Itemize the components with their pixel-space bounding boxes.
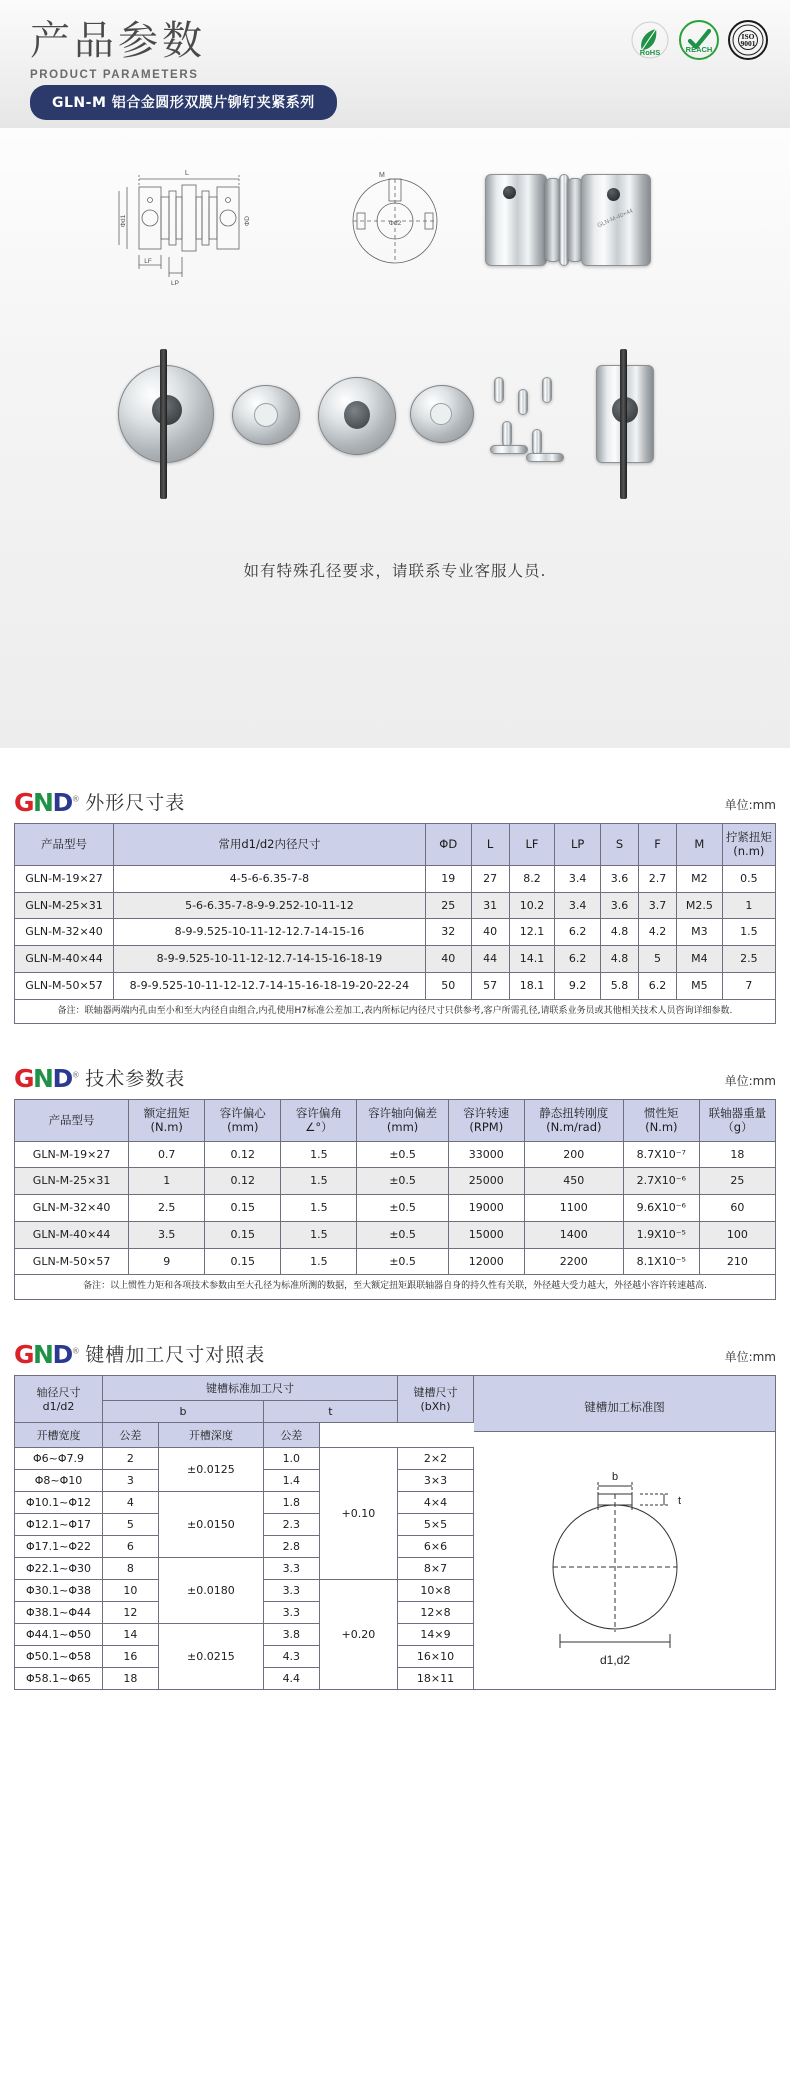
cell-value: 8.7X10⁻⁷ — [623, 1141, 699, 1168]
th-std-machining: 键槽标准加工尺寸 — [103, 1375, 398, 1400]
cell-value: 0.5 — [722, 865, 775, 892]
rohs-icon — [630, 20, 670, 60]
exploded-parts-view — [0, 303, 790, 533]
th-shaft-line2: d1/d2 — [42, 1400, 75, 1413]
cell-shaft-size: Φ8~Φ10 — [15, 1469, 103, 1491]
cell-keyway-size: 12×8 — [398, 1601, 474, 1623]
keyway-diagram-panel — [474, 1375, 776, 1690]
front-view-drawing — [335, 155, 455, 285]
cell-value: 10.2 — [509, 892, 555, 919]
th-torque-line1: 拧紧扭矩 — [725, 830, 772, 844]
keyway-table-section — [0, 1340, 790, 1690]
th-line2: (mm) — [386, 1120, 419, 1135]
cell-value: 1 — [129, 1168, 205, 1195]
keyway-diagram — [474, 1432, 775, 1672]
cell-value: 3.7 — [639, 892, 677, 919]
tech-table — [14, 1099, 776, 1300]
cell-value: 14.1 — [509, 946, 555, 973]
cell-t-depth: 1.0 — [263, 1447, 319, 1469]
cell-model: GLN-M-25×31 — [15, 1168, 129, 1195]
cell-shaft-size: Φ10.1~Φ12 — [15, 1491, 103, 1513]
reach-icon — [679, 20, 719, 60]
cell-value: 1.5 — [281, 1168, 357, 1195]
th-8 — [699, 1099, 775, 1141]
cell-value: 25 — [425, 892, 471, 919]
cell-model: GLN-M-25×31 — [15, 892, 114, 919]
dimension-table-head — [14, 788, 776, 815]
th-lf: LF — [509, 824, 555, 866]
cell-value: 25 — [699, 1168, 775, 1195]
cell-value: 2.7 — [639, 865, 677, 892]
cell-value: 200 — [524, 1141, 623, 1168]
th-phid: ΦD — [425, 824, 471, 866]
svg-text:M: M — [379, 171, 385, 179]
keyway-table-body — [15, 1447, 474, 1689]
th-torque — [722, 824, 775, 866]
cell-value: 6.2 — [639, 972, 677, 999]
cell-value: M4 — [677, 946, 723, 973]
hub-left — [112, 343, 220, 493]
cell-b-width: 18 — [103, 1667, 159, 1689]
cell-t-depth: 2.3 — [263, 1513, 319, 1535]
cell-value: 44 — [471, 946, 509, 973]
cell-value: 1.5 — [281, 1141, 357, 1168]
cell-value: M3 — [677, 919, 723, 946]
cell-value: ±0.5 — [357, 1221, 448, 1248]
cell-keyway-size: 10×8 — [398, 1579, 474, 1601]
cell-b-width: 3 — [103, 1469, 159, 1491]
cell-value: 27 — [471, 865, 509, 892]
th-6 — [524, 1099, 623, 1141]
cell-value: 1100 — [524, 1195, 623, 1222]
cell-shaft-size: Φ30.1~Φ38 — [15, 1579, 103, 1601]
cell-value: ±0.5 — [357, 1168, 448, 1195]
keyway-table-title: 键槽加工尺寸对照表 — [85, 1343, 266, 1366]
dimension-table-body — [15, 865, 776, 1023]
th-bore-sizes: 常用d1/d2内径尺寸 — [113, 824, 425, 866]
th-line2: （g） — [722, 1120, 753, 1135]
cell-shaft-size: Φ58.1~Φ65 — [15, 1667, 103, 1689]
table-row — [15, 1557, 474, 1579]
cell-value: 9.2 — [555, 972, 601, 999]
table-row — [15, 892, 776, 919]
cell-value: 100 — [699, 1221, 775, 1248]
technical-drawings-row — [0, 128, 790, 303]
th-b: b — [103, 1400, 264, 1422]
cell-value: 57 — [471, 972, 509, 999]
cell-value: 9.6X10⁻⁶ — [623, 1195, 699, 1222]
cell-t-tolerance: +0.10 — [319, 1447, 397, 1579]
cell-value: 0.7 — [129, 1141, 205, 1168]
cell-b-width: 12 — [103, 1601, 159, 1623]
svg-text:L: L — [184, 167, 190, 177]
cell-value: 8-9-9.525-10-11-12-12.7-14-15-16-18-19 — [113, 946, 425, 973]
th-l: L — [471, 824, 509, 866]
cell-shaft-size: Φ17.1~Φ22 — [15, 1535, 103, 1557]
cell-value: 2200 — [524, 1248, 623, 1275]
th-t: t — [263, 1400, 397, 1422]
cell-value: 210 — [699, 1248, 775, 1275]
cell-t-depth: 3.3 — [263, 1557, 319, 1579]
table-row — [15, 1221, 776, 1248]
cell-value: 6.2 — [555, 919, 601, 946]
cell-model: GLN-M-40×44 — [15, 1221, 129, 1248]
cell-value: 2.5 — [129, 1195, 205, 1222]
cell-value: 5.8 — [600, 972, 638, 999]
th-shaft-line1: 轴径尺寸 — [36, 1386, 81, 1399]
cell-value: ±0.5 — [357, 1248, 448, 1275]
gnd-logo: GND® — [14, 1339, 79, 1369]
th-line1: 容许轴向偏差 — [368, 1105, 438, 1120]
cell-value: 2.7X10⁻⁶ — [623, 1168, 699, 1195]
spacer-hub — [312, 343, 402, 493]
dimension-table-unit: 单位:mm — [724, 798, 776, 812]
cell-shaft-size: Φ38.1~Φ44 — [15, 1601, 103, 1623]
keyway-diagram-svg — [520, 1442, 730, 1672]
table-row — [15, 1623, 474, 1645]
table-note-row — [15, 999, 776, 1023]
cell-t-depth: 3.8 — [263, 1623, 319, 1645]
cell-value: M5 — [677, 972, 723, 999]
th-7 — [623, 1099, 699, 1141]
cell-t-depth: 1.8 — [263, 1491, 319, 1513]
cell-shaft-size: Φ22.1~Φ30 — [15, 1557, 103, 1579]
cell-value: 12.1 — [509, 919, 555, 946]
page-header — [0, 0, 790, 128]
table-row — [15, 1248, 776, 1275]
cell-model: GLN-M-50×57 — [15, 1248, 129, 1275]
cell-t-depth: 4.3 — [263, 1645, 319, 1667]
dimension-table-section — [0, 788, 790, 1024]
cell-keyway-size: 8×7 — [398, 1557, 474, 1579]
th-s: S — [600, 824, 638, 866]
th-line2: (N.m) — [645, 1120, 678, 1135]
table-row — [15, 1168, 776, 1195]
cell-shaft-size: Φ50.1~Φ58 — [15, 1645, 103, 1667]
th-keyway-size — [398, 1375, 474, 1422]
cell-model: GLN-M-19×27 — [15, 1141, 129, 1168]
cell-b-tolerance: ±0.0125 — [158, 1447, 263, 1491]
dimension-table-title: 外形尺寸表 — [85, 792, 186, 814]
th-torque-line2: (n.m) — [733, 844, 765, 859]
series-banner-wrap — [30, 85, 337, 120]
tech-table-head — [14, 1064, 776, 1091]
cell-model: GLN-M-19×27 — [15, 865, 114, 892]
th-line1: 容许偏心 — [219, 1105, 266, 1120]
th-model: 产品型号 — [15, 824, 114, 866]
cell-value: 0.15 — [205, 1248, 281, 1275]
table-row — [15, 1491, 474, 1513]
cell-model: GLN-M-32×40 — [15, 919, 114, 946]
cell-value: M2.5 — [677, 892, 723, 919]
cell-value: 5 — [639, 946, 677, 973]
cell-b-width: 4 — [103, 1491, 159, 1513]
tech-table-note: 备注：以上惯性力矩和各项技术参数由至大孔径为标准所测的数据，至大额定扭矩跟联轴器自身的持久性有关联，外径越大受力越大，外径越小容许转速越高. — [15, 1275, 776, 1299]
cell-value: 1.5 — [722, 919, 775, 946]
svg-text:LP: LP — [171, 279, 179, 287]
table-row — [15, 865, 776, 892]
th-line2: ∠°） — [305, 1120, 333, 1135]
svg-text:9001: 9001 — [740, 39, 756, 48]
tech-table-body — [15, 1141, 776, 1299]
cell-value: 8.2 — [509, 865, 555, 892]
cell-t-tolerance: +0.20 — [319, 1579, 397, 1689]
cell-value: 3.4 — [555, 892, 601, 919]
side-view-drawing — [109, 145, 309, 295]
cell-keyway-size: 18×11 — [398, 1667, 474, 1689]
cell-value: 1.5 — [281, 1248, 357, 1275]
cell-b-width: 8 — [103, 1557, 159, 1579]
th-line1: 容许转速 — [463, 1105, 510, 1120]
cell-value: 9 — [129, 1248, 205, 1275]
svg-text:RoHS: RoHS — [639, 48, 661, 57]
cell-value: 2.5 — [722, 946, 775, 973]
certification-badges — [630, 20, 768, 60]
cell-value: 6.2 — [555, 946, 601, 973]
cell-shaft-size: Φ6~Φ7.9 — [15, 1447, 103, 1469]
cell-b-width: 14 — [103, 1623, 159, 1645]
cell-value: 8.1X10⁻⁵ — [623, 1248, 699, 1275]
cell-b-tolerance: ±0.0215 — [158, 1623, 263, 1689]
cell-value: 19 — [425, 865, 471, 892]
keyway-table-unit: 单位:mm — [724, 1349, 776, 1364]
cell-value: 8-9-9.525-10-11-12-12.7-14-15-16 — [113, 919, 425, 946]
iso-9001-icon — [728, 20, 768, 60]
keyway-label-t: t — [677, 1494, 681, 1507]
cell-value: 4.8 — [600, 946, 638, 973]
cell-value: 1.9X10⁻⁵ — [623, 1221, 699, 1248]
gnd-logo: GND® — [14, 788, 79, 817]
cell-model: GLN-M-32×40 — [15, 1195, 129, 1222]
keyway-header-row-3 — [15, 1422, 474, 1447]
cell-value: ±0.5 — [357, 1195, 448, 1222]
cell-value: 1 — [722, 892, 775, 919]
keyway-diagram-title: 键槽加工标准图 — [474, 1376, 775, 1432]
cell-keyway-size: 2×2 — [398, 1447, 474, 1469]
table-header-row — [15, 824, 776, 866]
th-size-line1: 键槽尺寸 — [413, 1386, 458, 1399]
th-b-tol: 公差 — [103, 1422, 159, 1447]
table-note-row — [15, 1275, 776, 1299]
cell-t-depth: 3.3 — [263, 1601, 319, 1623]
svg-text:REACH: REACH — [685, 45, 713, 54]
tech-table-title: 技术参数表 — [85, 1067, 186, 1090]
table-row — [15, 1447, 474, 1469]
cell-value: 60 — [699, 1195, 775, 1222]
th-t-tol: 公差 — [263, 1422, 319, 1447]
cell-t-depth: 4.4 — [263, 1667, 319, 1689]
th-4 — [357, 1099, 448, 1141]
cell-b-width: 6 — [103, 1535, 159, 1557]
cell-value: 15000 — [448, 1221, 524, 1248]
th-t-depth: 开槽深度 — [158, 1422, 263, 1447]
table-row — [15, 972, 776, 999]
th-lp: LP — [555, 824, 601, 866]
keyway-table-head — [14, 1340, 776, 1367]
tech-table-unit: 单位:mm — [724, 1073, 776, 1088]
table-row — [15, 1195, 776, 1222]
th-line2: (N.m) — [150, 1120, 183, 1135]
cell-b-tolerance: ±0.0180 — [158, 1557, 263, 1623]
cell-value: ±0.5 — [357, 1141, 448, 1168]
cell-value: 8-9-9.525-10-11-12-12.7-14-15-16-18-19-20-22-24 — [113, 972, 425, 999]
table-row — [15, 1141, 776, 1168]
tech-table-section — [0, 1064, 790, 1300]
cell-keyway-size: 3×3 — [398, 1469, 474, 1491]
cell-value: 4-5-6-6.35-7-8 — [113, 865, 425, 892]
th-line1: 联轴器重量 — [708, 1105, 767, 1120]
th-line1: 惯性矩 — [644, 1105, 679, 1120]
cell-t-depth: 1.4 — [263, 1469, 319, 1491]
footer-space — [0, 1690, 790, 1730]
cell-value: 19000 — [448, 1195, 524, 1222]
cell-value: 0.15 — [205, 1221, 281, 1248]
cell-value: 50 — [425, 972, 471, 999]
tech-header-row — [15, 1099, 776, 1141]
th-b-width: 开槽宽度 — [15, 1422, 103, 1447]
cell-b-width: 5 — [103, 1513, 159, 1535]
cell-model: GLN-M-40×44 — [15, 946, 114, 973]
table-row — [15, 946, 776, 973]
cell-value: 40 — [425, 946, 471, 973]
hub-right — [574, 343, 678, 493]
cell-value: 450 — [524, 1168, 623, 1195]
th-f: F — [639, 824, 677, 866]
gnd-logo: GND® — [14, 1063, 79, 1093]
cell-value: 32 — [425, 919, 471, 946]
product-image-area — [0, 128, 790, 748]
th-5 — [448, 1099, 524, 1141]
th-0 — [15, 1099, 129, 1141]
th-size-line2: (bXh) — [420, 1400, 451, 1413]
cell-value: M2 — [677, 865, 723, 892]
dimension-table-note: 备注：联轴器两端内孔由至小和至大内径自由组合,内孔使用H7标准公差加工,表内所标记内径尺寸只供参考,客户所需孔径,请联系业务员或其他相关技术人员咨询详细参数. — [15, 999, 776, 1023]
th-line1: 容许偏角 — [295, 1105, 342, 1120]
th-line2: (mm) — [227, 1120, 259, 1135]
th-2 — [205, 1099, 281, 1141]
cell-b-tolerance: ±0.0150 — [158, 1491, 263, 1557]
cell-model: GLN-M-50×57 — [15, 972, 114, 999]
cell-value: 0.15 — [205, 1195, 281, 1222]
th-line1: 静态扭转刚度 — [539, 1105, 609, 1120]
svg-text:ISO: ISO — [741, 32, 755, 41]
cell-value: 3.5 — [129, 1221, 205, 1248]
keyway-wrap — [14, 1375, 776, 1690]
th-line1: 产品型号 — [48, 1112, 95, 1127]
svg-text:Φd1: Φd1 — [120, 214, 127, 227]
th-3 — [281, 1099, 357, 1141]
cell-value: 4.8 — [600, 919, 638, 946]
dimension-table — [14, 823, 776, 1024]
th-shaft-size — [15, 1375, 103, 1422]
cell-value: 4.2 — [639, 919, 677, 946]
cell-b-width: 16 — [103, 1645, 159, 1667]
cell-value: 3.6 — [600, 865, 638, 892]
cell-value: 40 — [471, 919, 509, 946]
keyway-table — [14, 1375, 474, 1690]
cell-value: 3.4 — [555, 865, 601, 892]
cell-value: 7 — [722, 972, 775, 999]
keyway-label-b: b — [611, 1470, 618, 1483]
th-line2: (RPM) — [469, 1120, 504, 1135]
cell-shaft-size: Φ12.1~Φ17 — [15, 1513, 103, 1535]
cell-keyway-size: 6×6 — [398, 1535, 474, 1557]
cell-value: 5-6-6.35-7-8-9-9.252-10-11-12 — [113, 892, 425, 919]
svg-text:ΦD: ΦD — [244, 215, 251, 226]
th-1 — [129, 1099, 205, 1141]
svg-text:LF: LF — [144, 257, 152, 265]
cell-shaft-size: Φ44.1~Φ50 — [15, 1623, 103, 1645]
cell-value: 1.5 — [281, 1195, 357, 1222]
cell-value: 31 — [471, 892, 509, 919]
membrane-disc-1 — [224, 343, 308, 493]
cell-keyway-size: 16×10 — [398, 1645, 474, 1667]
cell-value: 0.12 — [205, 1141, 281, 1168]
page-subtitle: PRODUCT PARAMETERS — [30, 69, 199, 81]
keyway-label-d: d1,d2 — [599, 1652, 630, 1667]
cell-value: 0.12 — [205, 1168, 281, 1195]
page-title: 产品参数 — [30, 18, 206, 64]
cell-value: 33000 — [448, 1141, 524, 1168]
cell-value: 3.6 — [600, 892, 638, 919]
coupling-3d-render: GLN-M-40×44 — [481, 156, 681, 284]
cell-t-depth: 2.8 — [263, 1535, 319, 1557]
cell-b-width: 10 — [103, 1579, 159, 1601]
table-row — [15, 919, 776, 946]
cell-value: 1400 — [524, 1221, 623, 1248]
special-bore-note: 如有特殊孔径要求，请联系专业客服人员. — [243, 562, 547, 580]
membrane-disc-2 — [406, 343, 480, 493]
svg-text:Φd2: Φd2 — [388, 219, 402, 227]
rivets-group — [484, 343, 570, 493]
cell-value: 18 — [699, 1141, 775, 1168]
keyway-header-row-1 — [15, 1375, 474, 1400]
cell-value: 25000 — [448, 1168, 524, 1195]
cell-keyway-size: 14×9 — [398, 1623, 474, 1645]
cell-value: 18.1 — [509, 972, 555, 999]
cell-value: 1.5 — [281, 1221, 357, 1248]
series-banner: GLN-M 铝合金圆形双膜片铆钉夹紧系列 — [30, 85, 337, 120]
cell-b-width: 2 — [103, 1447, 159, 1469]
cell-keyway-size: 5×5 — [398, 1513, 474, 1535]
th-line2: (N.m/rad) — [546, 1120, 602, 1135]
th-m: M — [677, 824, 723, 866]
cell-value: 12000 — [448, 1248, 524, 1275]
cell-t-depth: 3.3 — [263, 1579, 319, 1601]
th-line1: 额定扭矩 — [143, 1105, 190, 1120]
cell-keyway-size: 4×4 — [398, 1491, 474, 1513]
